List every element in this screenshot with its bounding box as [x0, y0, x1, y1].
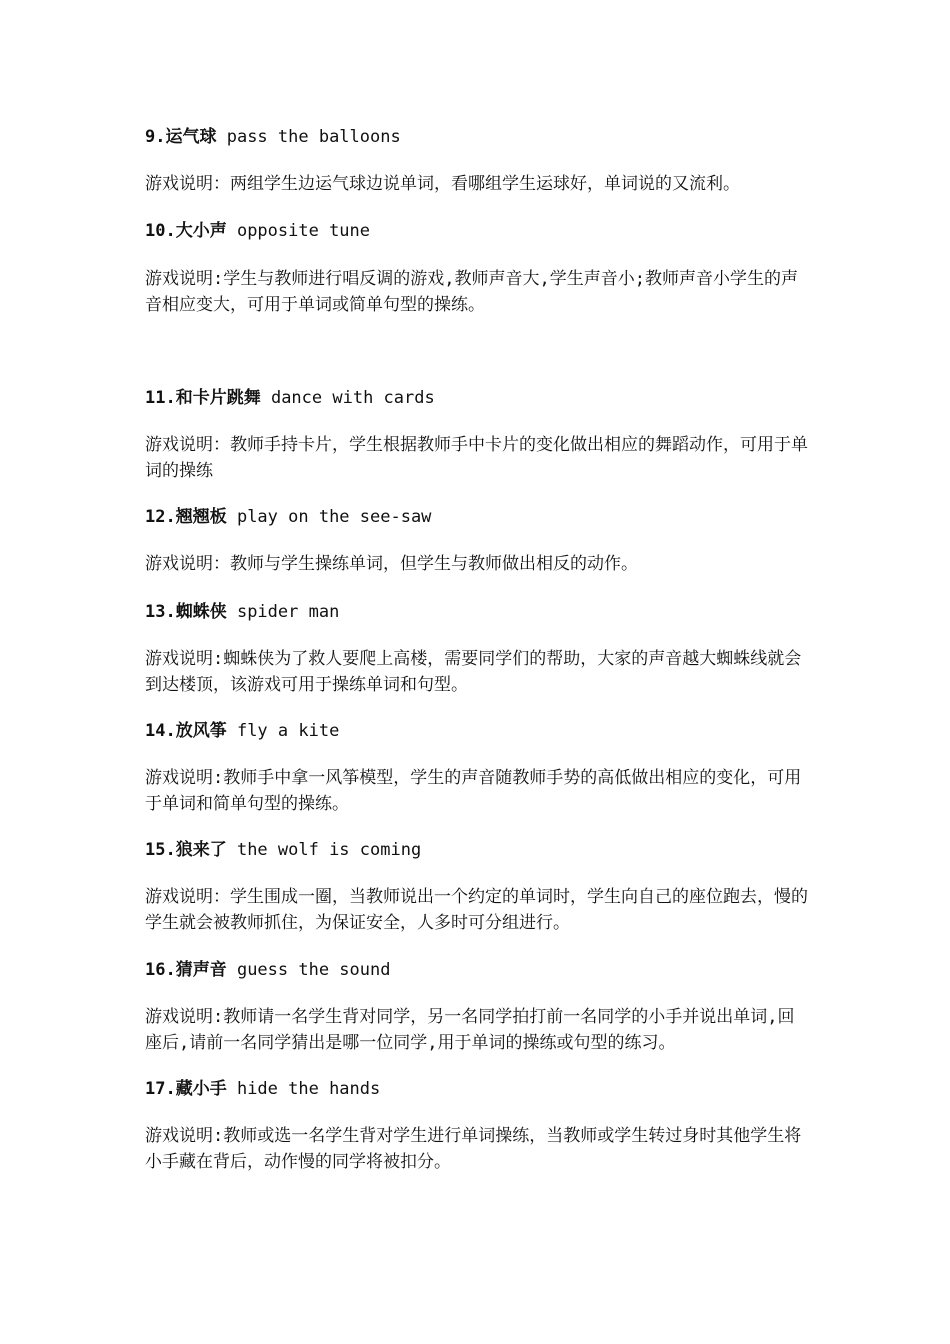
- game-title-cn: 狼来了: [175, 840, 227, 860]
- game-title-cn: 蜘蛛侠: [175, 602, 227, 622]
- game-number: 14.: [145, 721, 176, 741]
- game-heading-10: [145, 219, 370, 243]
- game-description-9: 游戏说明：两组学生边运气球边说单词，看哪组学生运球好，单词说的又流利。: [145, 174, 740, 194]
- game-description-15: 游戏说明：学生围成一圈，当教师说出一个约定的单词时，学生向自己的座位跑去，慢的学生就会被教师抓住，为保证安全，人多时可分组进行。: [145, 887, 808, 933]
- game-title-en: play on the see-saw: [226, 507, 432, 527]
- game-description-10: 游戏说明:学生与教师进行唱反调的游戏,教师声音大,学生声音小;教师声音小学生的声音相应变大，可用于单词或简单句型的操练。: [145, 269, 798, 315]
- game-title-en: guess the sound: [226, 960, 391, 980]
- game-heading-17: [145, 1077, 380, 1101]
- game-title-en: the wolf is coming: [226, 840, 422, 860]
- game-number: 10.: [145, 221, 176, 241]
- game-description-17: 游戏说明:教师或选一名学生背对学生进行单词操练，当教师或学生转过身时其他学生将小手藏在背后，动作慢的同学将被扣分。: [145, 1126, 802, 1172]
- game-heading-12: [145, 505, 431, 529]
- game-heading-9: [145, 125, 401, 149]
- game-title-en: opposite tune: [226, 221, 371, 241]
- game-title-en: hide the hands: [226, 1079, 381, 1099]
- game-title-en: dance with cards: [260, 388, 435, 408]
- game-title-cn: 运气球: [165, 127, 217, 147]
- game-heading-13: [145, 600, 339, 624]
- game-title-cn: 放风筝: [175, 721, 227, 741]
- game-title-en: fly a kite: [226, 721, 340, 741]
- game-number: 15.: [145, 840, 176, 860]
- game-number: 9.: [145, 127, 166, 147]
- game-description-14: 游戏说明:教师手中拿一风筝模型，学生的声音随教师手势的高低做出相应的变化，可用于单词和简单句型的操练。: [145, 768, 802, 814]
- game-heading-16: [145, 958, 390, 982]
- game-title-cn: 大小声: [175, 221, 227, 241]
- game-number: 11.: [145, 388, 176, 408]
- game-description-12: 游戏说明：教师与学生操练单词，但学生与教师做出相反的动作。: [145, 554, 638, 574]
- game-title-cn: 和卡片跳舞: [175, 388, 261, 408]
- game-title-cn: 翘翘板: [175, 507, 227, 527]
- game-heading-11: [145, 386, 435, 410]
- game-number: 17.: [145, 1079, 176, 1099]
- game-title-cn: 猜声音: [175, 960, 227, 980]
- game-title-en: pass the balloons: [216, 127, 401, 147]
- game-description-11: 游戏说明：教师手持卡片，学生根据教师手中卡片的变化做出相应的舞蹈动作，可用于单词的操练: [145, 435, 808, 481]
- game-number: 16.: [145, 960, 176, 980]
- game-title-en: spider man: [226, 602, 340, 622]
- game-heading-14: [145, 719, 339, 743]
- game-title-cn: 藏小手: [175, 1079, 227, 1099]
- game-description-16: 游戏说明:教师请一名学生背对同学，另一名同学拍打前一名同学的小手并说出单词,回座后,请前一名同学猜出是哪一位同学,用于单词的操练或句型的练习。: [145, 1007, 795, 1053]
- game-description-13: 游戏说明:蜘蛛侠为了救人要爬上高楼，需要同学们的帮助，大家的声音越大蜘蛛线就会到达楼顶，该游戏可用于操练单词和句型。: [145, 649, 802, 695]
- game-heading-15: [145, 838, 421, 862]
- game-number: 13.: [145, 602, 176, 622]
- game-number: 12.: [145, 507, 176, 527]
